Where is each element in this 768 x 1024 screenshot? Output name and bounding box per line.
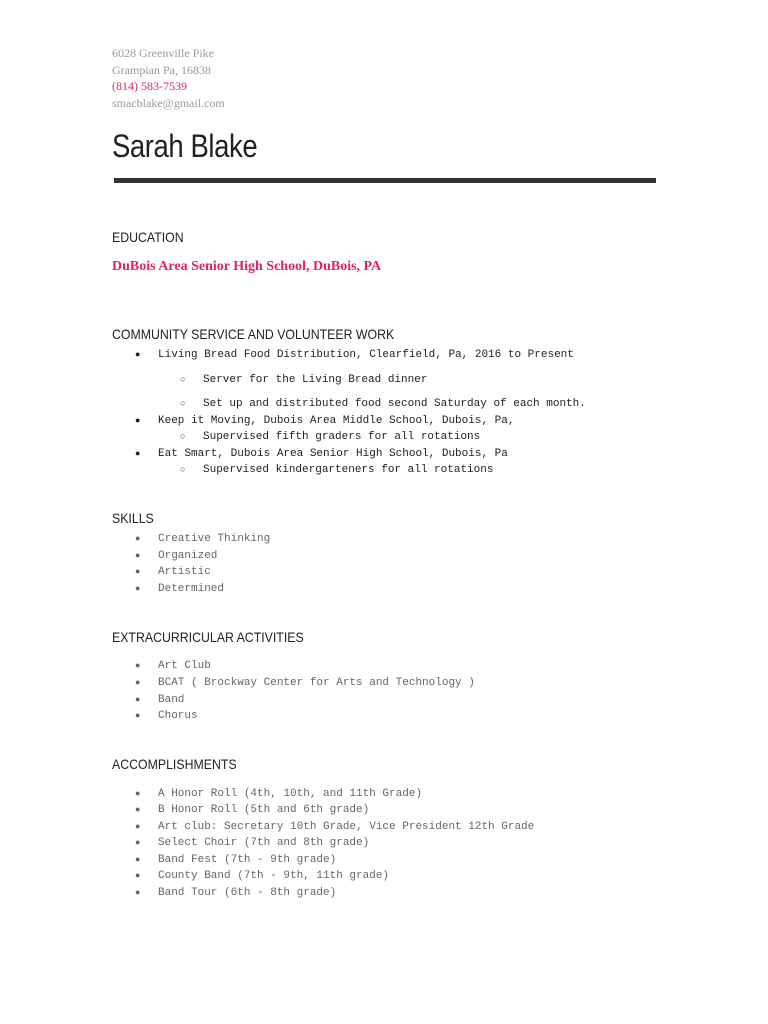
bullet-icon: ● xyxy=(135,854,141,864)
skill-item: Creative Thinking xyxy=(158,533,271,545)
community-subitem: Supervised fifth graders for all rotations xyxy=(203,431,481,443)
circle-bullet-icon: ○ xyxy=(180,398,186,408)
accomplishment-item: Select Choir (7th and 8th grade) xyxy=(158,837,370,849)
bullet-icon: ● xyxy=(135,448,141,458)
community-item: Living Bread Food Distribution, Clearfield, Pa, 2016 to Present xyxy=(158,349,574,361)
skill-item: Artistic xyxy=(158,566,211,578)
bullet-icon: ● xyxy=(135,837,141,847)
school-name: DuBois Area Senior High School, DuBois, PA xyxy=(112,259,382,274)
title-divider xyxy=(114,178,656,183)
activity-item: Art Club xyxy=(158,660,211,672)
extracurricular-heading: EXTRACURRICULAR ACTIVITIES xyxy=(112,629,304,645)
bullet-icon: ● xyxy=(135,821,141,831)
skills-heading: SKILLS xyxy=(112,510,154,526)
bullet-icon: ● xyxy=(135,887,141,897)
accomplishment-item: B Honor Roll (5th and 6th grade) xyxy=(158,804,370,816)
accomplishment-item: Band Fest (7th - 9th grade) xyxy=(158,854,337,866)
accomplishment-item: County Band (7th - 9th, 11th grade) xyxy=(158,870,390,882)
bullet-icon: ● xyxy=(135,583,141,593)
bullet-icon: ● xyxy=(135,870,141,880)
bullet-icon: ● xyxy=(135,415,141,425)
bullet-icon: ● xyxy=(135,349,141,359)
accomplishments-heading: ACCOMPLISHMENTS xyxy=(112,756,237,772)
skill-item: Organized xyxy=(158,550,218,562)
community-subitem: Supervised kindergarteners for all rotations xyxy=(203,464,494,476)
address-line-2: Grampian Pa, 16838 xyxy=(112,62,211,77)
community-heading: COMMUNITY SERVICE AND VOLUNTEER WORK xyxy=(112,326,395,342)
address-line-1: 6028 Greenville Pike xyxy=(112,46,214,60)
activity-item: Band xyxy=(158,694,185,706)
accomplishment-item: Band Tour (6th - 8th grade) xyxy=(158,887,337,899)
education-heading: EDUCATION xyxy=(112,229,184,245)
accomplishment-item: A Honor Roll (4th, 10th, and 11th Grade) xyxy=(158,788,423,800)
bullet-icon: ● xyxy=(135,677,141,687)
activity-item: BCAT ( Brockway Center for Arts and Technology ) xyxy=(158,677,475,689)
bullet-icon: ● xyxy=(135,804,141,814)
resume-name: Sarah Blake xyxy=(112,128,258,164)
accomplishment-item: Art club: Secretary 10th Grade, Vice President 12th Grade xyxy=(158,821,535,833)
circle-bullet-icon: ○ xyxy=(180,374,186,384)
phone-number: (814) 583-7539 xyxy=(112,79,187,93)
bullet-icon: ● xyxy=(135,660,141,670)
bullet-icon: ● xyxy=(135,694,141,704)
bullet-icon: ● xyxy=(135,788,141,798)
community-item: Eat Smart, Dubois Area Senior High School, Dubois, Pa xyxy=(158,448,508,460)
community-subitem: Set up and distributed food second Saturday of each month. xyxy=(203,398,586,410)
community-subitem: Server for the Living Bread dinner xyxy=(203,374,428,386)
circle-bullet-icon: ○ xyxy=(180,464,186,474)
bullet-icon: ● xyxy=(135,550,141,560)
bullet-icon: ● xyxy=(135,566,141,576)
bullet-icon: ● xyxy=(135,533,141,543)
community-item: Keep it Moving, Dubois Area Middle School, Dubois, Pa, xyxy=(158,415,515,427)
skill-item: Determined xyxy=(158,583,225,595)
circle-bullet-icon: ○ xyxy=(180,431,186,441)
email-address: smacblake@gmail.com xyxy=(112,95,225,110)
activity-item: Chorus xyxy=(158,710,198,722)
bullet-icon: ● xyxy=(135,710,141,720)
contact-block xyxy=(112,45,225,111)
